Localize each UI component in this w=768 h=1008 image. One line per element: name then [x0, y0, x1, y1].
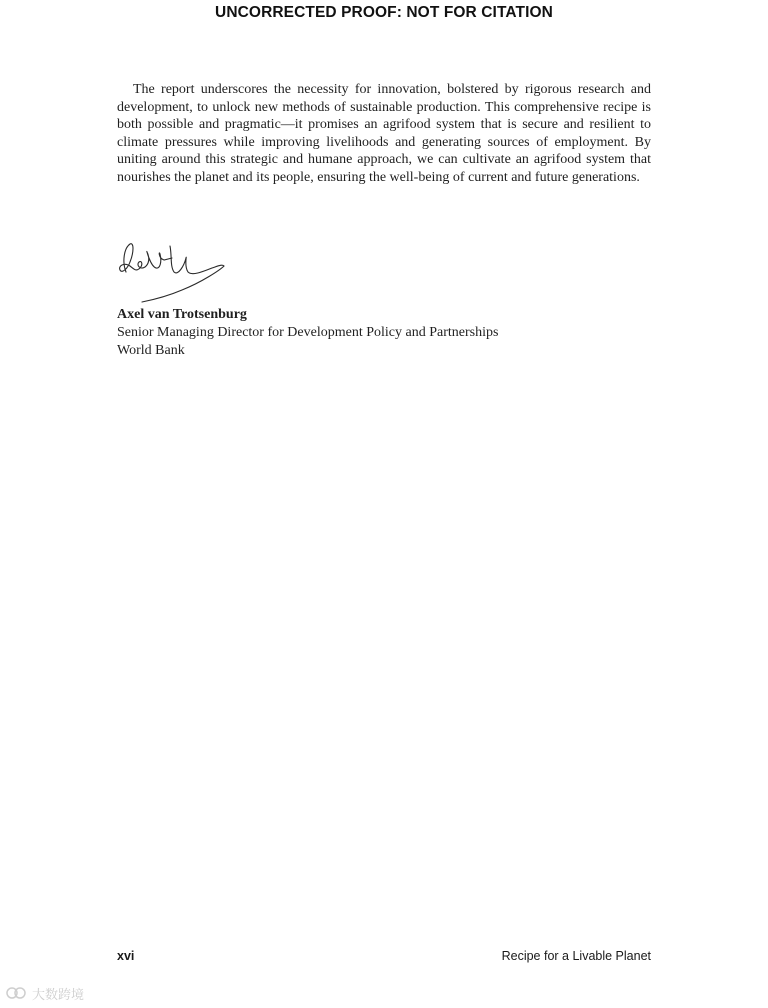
- body-paragraph: The report underscores the necessity for innovation, bolstered by rigorous research and development, to unlock new methods of sustainable production. This comprehensive recipe is both possible and pragmatic—it promises an agrifood system that is secure and resilient to climate pressures while improving livelihoods and generating sources of employment. By uniting around this strategic and humane approach, we can cultivate an agrifood system that nourishes the planet and its people, ensuring the well-being of current and future generations.: [117, 82, 651, 185]
- signatory-name: Axel van Trotsenburg: [117, 307, 247, 322]
- watermark-logo-icon: [6, 986, 28, 1000]
- running-footer-title: Recipe for a Livable Planet: [501, 949, 651, 963]
- watermark: [6, 982, 84, 1004]
- handwritten-signature: [112, 232, 232, 304]
- signature-block: [117, 306, 498, 360]
- signatory-title: Senior Managing Director for Development Policy and Partnerships: [117, 325, 499, 340]
- proof-notice: UNCORRECTED PROOF: NOT FOR CITATION: [215, 4, 553, 21]
- signatory-organization: World Bank: [117, 343, 185, 358]
- page-number: xvi: [117, 949, 135, 963]
- watermark-text: 大数跨境: [32, 987, 85, 1003]
